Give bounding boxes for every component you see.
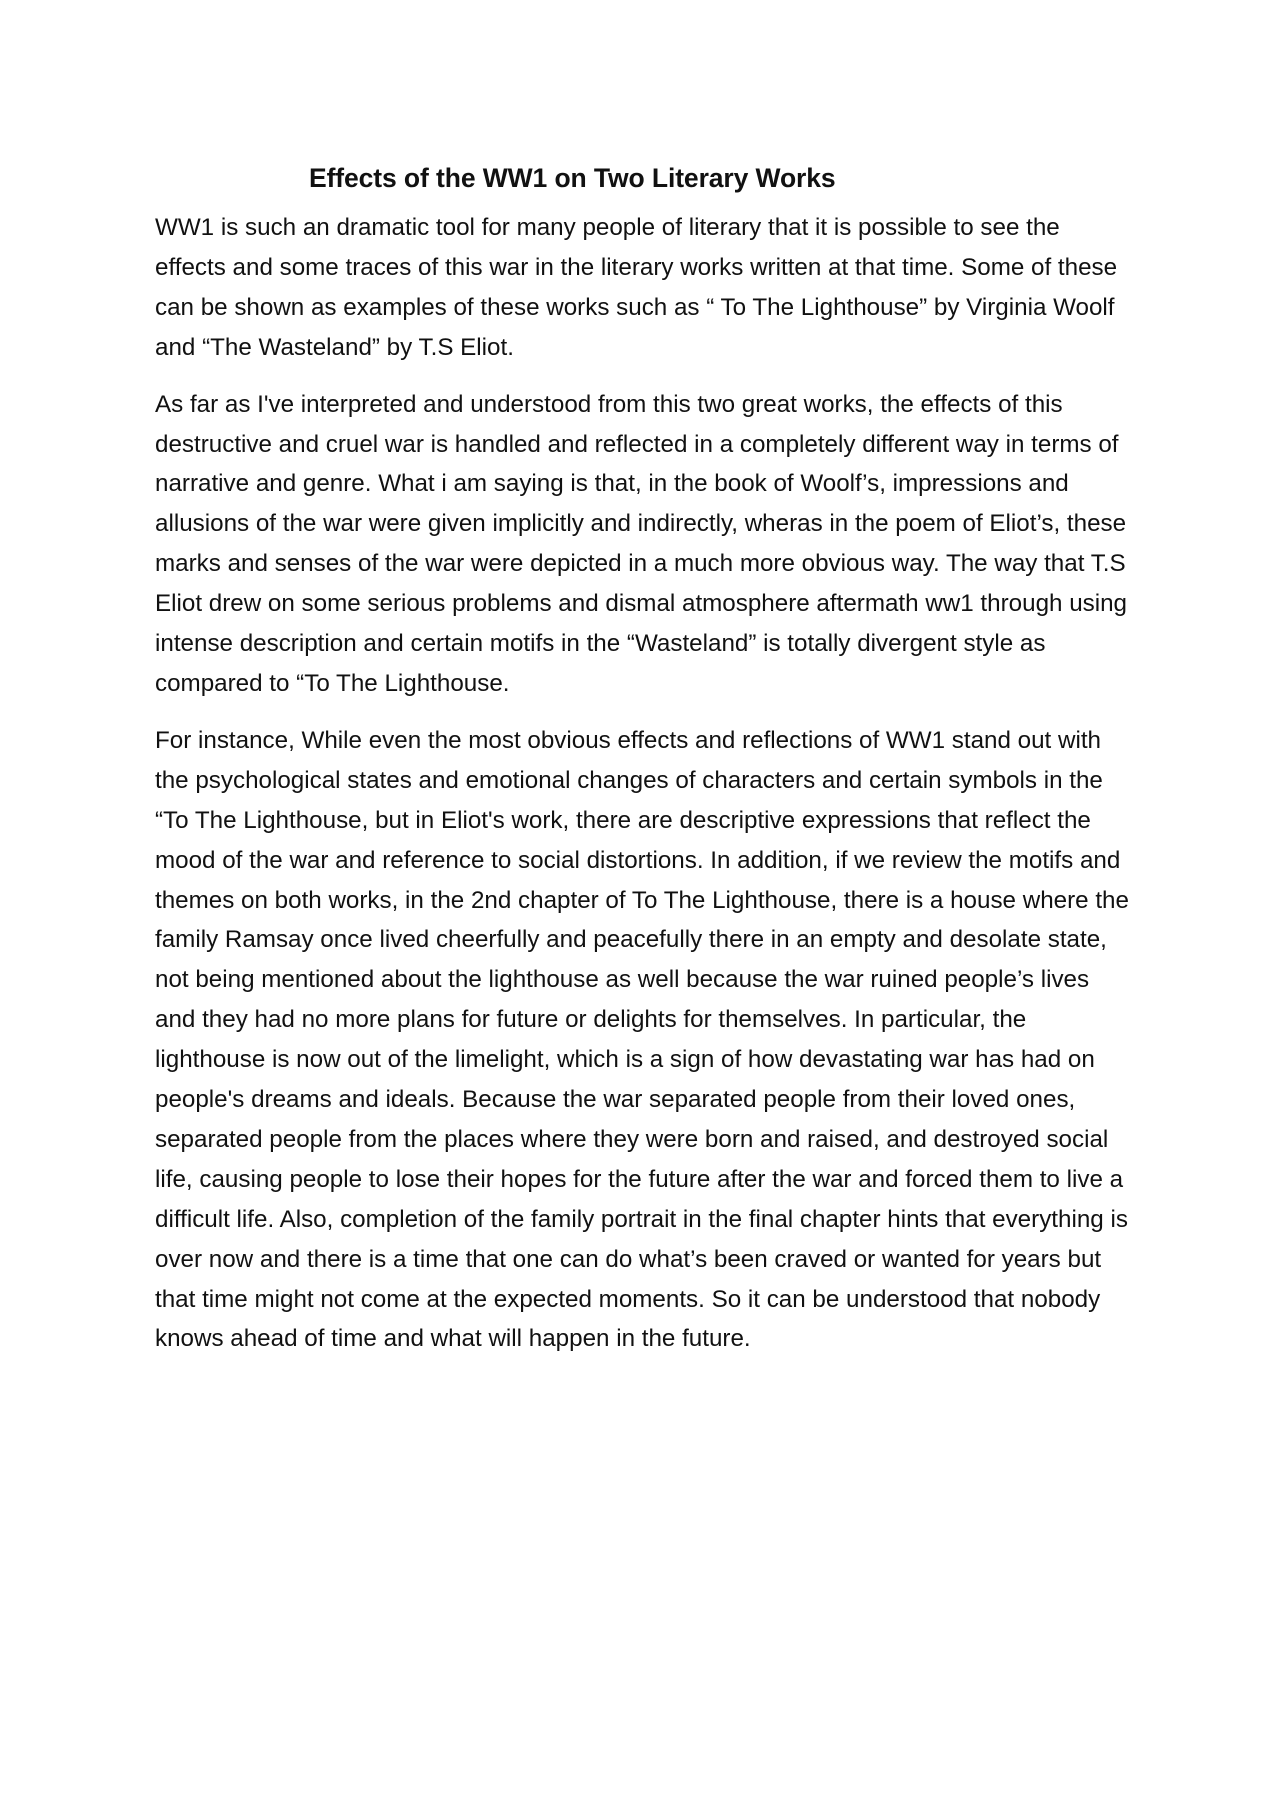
paragraph-comparison: As far as I've interpreted and understood from this two great works, the effects of this destructive and cruel war is handled and reflected in a completely different way in terms of narrative and genre. What i am saying is that, in the book of Woolf’s, impressions and allusions of the war were given implicitly and indirectly, wheras in the poem of Eliot’s, these marks and senses of the war were depicted in a much more obvious way. The way that T.S Eliot drew on some serious problems and dismal atmosphere aftermath ww1 through using intense description and certain motifs in the “Wasteland” is totally divergent style as compared to “To The Lighthouse. [155,390,1128,697]
document-title: Effects of the WW1 on Two Literary Works [309,163,836,193]
paragraph-intro: WW1 is such an dramatic tool for many people of literary that it is possible to see the effects and some traces of this war in the literary works written at that time. Some of these can be shown as examples of these works such as “ To The Lighthouse” by Virginia Woolf and “The Wasteland” by T.S Eliot. [155,214,1118,361]
paragraph-examples: For instance, While even the most obvious effects and reflections of WW1 stand out with the psychological states and emotional changes of characters and certain symbols in the “To The Lighthouse, but in Eliot's work, there are descriptive expressions that reflect the mood of the war and reference to social distortions. In addition, if we review the motifs and themes on both works, in the 2nd chapter of To The Lighthouse, there is a house where the family Ramsay once lived cheerfully and peacefully there in an empty and desolate state, not being mentioned about the lighthouse as well because the war ruined people’s lives and they had no more plans for future or delights for themselves. In particular, the lighthouse is now out of the limelight, which is a sign of how devastating war has had on people's dreams and ideals. Because the war separated people from their loved ones, separated people from the places where they were born and raised, and destroyed social life, causing people to lose their hopes for the future after the war and forced them to live a difficult life. Also, completion of the family portrait in the final chapter hints that everything is over now and there is a time that one can do what’s been craved or wanted for years but that time might not come at the expected moments. So it can be understood that nobody knows ahead of time and what will happen in the future. [155,726,1129,1353]
